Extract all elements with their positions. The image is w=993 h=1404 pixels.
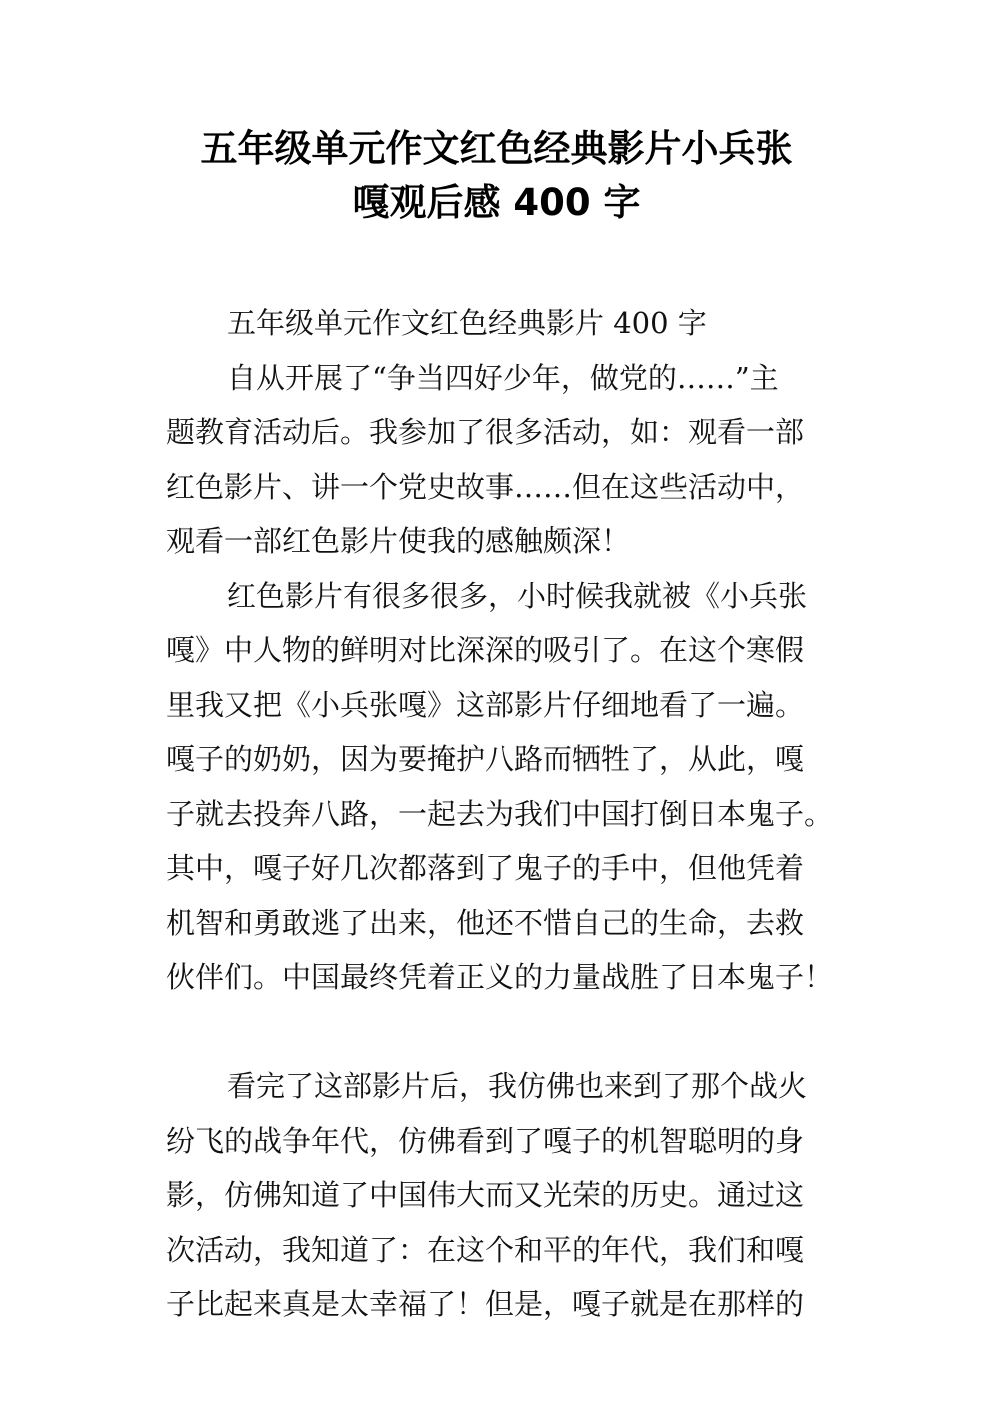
paragraph-1-line-1: 自从开展了“争当四好少年，做党的……”主 [227, 360, 779, 395]
paragraph-2-line-6: 其中，嘎子好几次都落到了鬼子的手中，但他凭着 [166, 851, 805, 885]
paragraph-2-line-7: 机智和勇敢逃了出来，他还不惜自己的生命，去救 [166, 905, 805, 940]
paragraph-3-line-3: 影，仿佛知道了中国伟大而又光荣的历史。通过这 [166, 1178, 805, 1212]
paragraph-2-line-4: 嘎子的奶奶，因为要掩护八路而牺牲了，从此，嘎 [166, 742, 805, 776]
paragraph-1-line-4: 观看一部红色影片使我的感触颇深！ [166, 524, 631, 558]
paragraph-3-line-1: 看完了这部影片后，我仿佛也来到了那个战火 [227, 1069, 808, 1103]
paragraph-2-line-5: 子就去投奔八路，一起去为我们中国打倒日本鬼子。 [166, 796, 834, 831]
blank-line [166, 1005, 846, 1060]
document-body [166, 296, 846, 1332]
paragraph-1-line-2: 题教育活动后。我参加了很多活动，如：观看一部 [166, 415, 805, 449]
paragraph-2-line-8: 伙伴们。中国最终凭着正义的力量战胜了日本鬼子！ [166, 960, 834, 994]
paragraph-1-line-3: 红色影片、讲一个党史故事……但在这些活动中， [166, 469, 805, 504]
paragraph-2-line-1: 红色影片有很多很多，小时候我就被《小兵张 [227, 578, 808, 613]
paragraph-3-line-2: 纷飞的战争年代，仿佛看到了嘎子的机智聪明的身 [166, 1123, 805, 1158]
paragraph-2-line-3: 里我又把《小兵张嘎》这部影片仔细地看了一遍。 [166, 687, 805, 722]
paragraph-2-line-2: 嘎》中人物的鲜明对比深深的吸引了。在这个寒假 [166, 633, 805, 667]
title-line-2: 嘎观后感 400 字 [352, 181, 641, 224]
paragraph-3-line-5: 子比起来真是太幸福了！但是，嘎子就是在那样的 [166, 1287, 805, 1321]
title-line-1: 五年级单元作文红色经典影片小兵张 [200, 127, 793, 170]
paragraph-3-line-4: 次活动，我知道了：在这个和平的年代，我们和嘎 [166, 1232, 805, 1267]
document-title [0, 122, 993, 230]
subtitle-line: 五年级单元作文红色经典影片 400 字 [227, 306, 707, 340]
